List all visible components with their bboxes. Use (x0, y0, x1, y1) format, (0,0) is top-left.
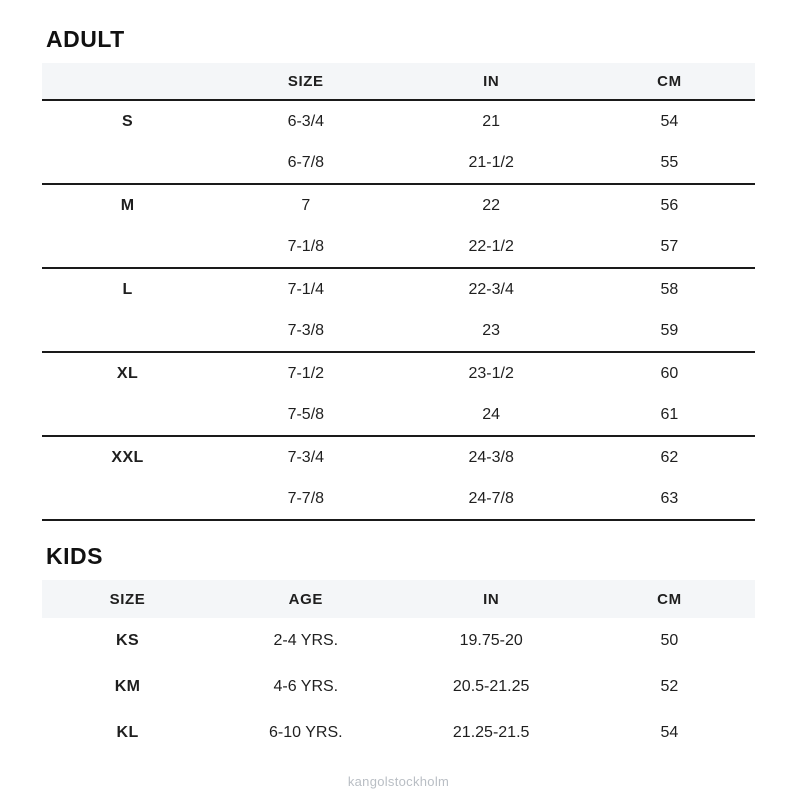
adult-row-in: 22 (398, 184, 583, 226)
adult-col-header-in: IN (398, 63, 583, 100)
adult-col-header-size: SIZE (213, 63, 398, 100)
adult-row-label: XL (42, 352, 213, 394)
adult-section-title: ADULT (46, 26, 125, 52)
kids-section-title: KIDS (46, 543, 103, 569)
adult-row-size: 7 (213, 184, 398, 226)
adult-row-cm: 58 (584, 268, 755, 310)
adult-row-label: XXL (42, 436, 213, 478)
adult-row-size: 7-7/8 (213, 478, 398, 520)
kids-col-header-age: AGE (213, 580, 398, 618)
adult-row-in: 24-7/8 (398, 478, 583, 520)
adult-row-in: 24 (482, 405, 501, 423)
kids-table-body (42, 618, 755, 756)
adult-row-in: 23 (482, 321, 501, 339)
table-row (42, 184, 755, 226)
table-row (42, 394, 755, 436)
kids-header-row (42, 580, 755, 618)
adult-col-header-blank (42, 63, 213, 100)
table-row (42, 664, 755, 710)
table-row (42, 310, 755, 352)
adult-row-in: 24-3/8 (398, 436, 583, 478)
adult-row-in: 21-1/2 (468, 153, 514, 171)
adult-row-label (42, 142, 213, 184)
adult-row-cm: 60 (584, 352, 755, 394)
watermark-text: kangolstockholm (347, 774, 450, 789)
adult-row-in: 21 (398, 100, 583, 142)
kids-col-header-in: IN (398, 580, 583, 618)
adult-row-size: 7-5/8 (287, 405, 325, 423)
table-row (42, 142, 755, 184)
adult-row-label (42, 310, 213, 352)
kids-size-table (42, 580, 755, 756)
adult-row-cm: 59 (660, 321, 679, 339)
adult-row-in: 23-1/2 (398, 352, 583, 394)
kids-col-header-cm: CM (584, 580, 755, 618)
adult-row-label: S (42, 100, 213, 142)
table-row (42, 710, 755, 756)
adult-row-label: L (42, 268, 213, 310)
kids-row-age: 6-10 YRS. (269, 724, 343, 741)
table-row (42, 226, 755, 268)
adult-row-size: 7-1/2 (213, 352, 398, 394)
kids-row-cm: 54 (660, 724, 679, 741)
adult-table-head (42, 63, 755, 100)
adult-row-cm: 56 (584, 184, 755, 226)
adult-row-label: M (42, 184, 213, 226)
adult-row-label (42, 226, 213, 268)
table-row (42, 352, 755, 394)
adult-row-cm: 55 (660, 153, 679, 171)
adult-row-label (42, 394, 213, 436)
table-row (42, 268, 755, 310)
kids-row-size: KL (116, 724, 139, 741)
table-row (42, 436, 755, 478)
adult-row-cm: 62 (584, 436, 755, 478)
kids-col-header-size: SIZE (42, 580, 213, 618)
adult-col-header-cm: CM (584, 63, 755, 100)
kids-row-cm: 52 (660, 678, 679, 695)
adult-row-label (42, 478, 213, 520)
adult-row-size: 6-7/8 (287, 153, 325, 171)
adult-row-size: 7-3/8 (287, 321, 325, 339)
kids-row-in: 19.75-20 (459, 632, 523, 649)
adult-row-cm: 54 (584, 100, 755, 142)
table-row (42, 618, 755, 664)
adult-table-body (42, 100, 755, 520)
adult-row-size: 6-3/4 (213, 100, 398, 142)
kids-row-cm: 50 (660, 632, 679, 649)
adult-header-row (42, 63, 755, 100)
table-row (42, 478, 755, 520)
adult-row-size: 7-3/4 (213, 436, 398, 478)
kids-row-age: 2-4 YRS. (273, 632, 339, 649)
adult-size-table (42, 63, 755, 521)
adult-row-size: 7-1/4 (213, 268, 398, 310)
kids-row-age: 4-6 YRS. (273, 678, 339, 695)
kids-row-in: 21.25-21.5 (452, 724, 530, 741)
adult-row-cm: 63 (584, 478, 755, 520)
adult-row-in: 22-3/4 (398, 268, 583, 310)
kids-table-head (42, 580, 755, 618)
adult-row-cm: 57 (660, 237, 679, 255)
adult-row-cm: 61 (660, 405, 679, 423)
adult-row-in: 22-1/2 (468, 237, 514, 255)
kids-row-in: 20.5-21.25 (452, 678, 530, 695)
kids-row-size: KM (114, 678, 141, 695)
table-row (42, 100, 755, 142)
kids-row-size: KS (116, 632, 140, 649)
adult-row-size: 7-1/8 (287, 237, 325, 255)
